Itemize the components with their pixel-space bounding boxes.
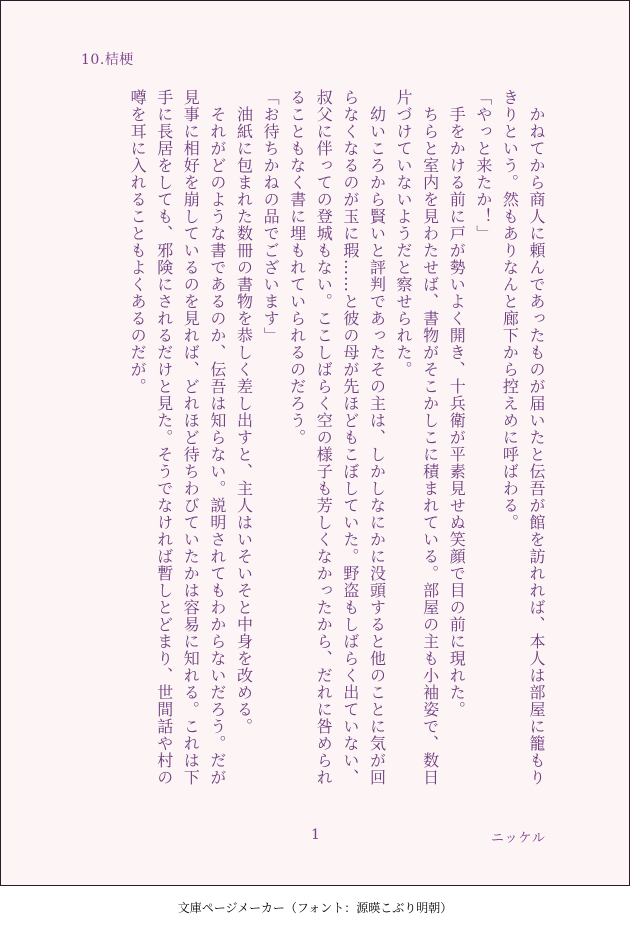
paragraph: 手をかける前に戸が勢いよく開き、十兵衛が平素見せぬ笑顔で目の前に現れた。 (447, 89, 467, 718)
paragraph: それがどのような書であるのか、伝吾は知らない。説明されてもわからないだろう。だが見事に相好を崩しているのを見れば、どれほど待ちわびていたかは容易に知れる。これは下手に長居をしても、邪険にされるだけと見た。そうでなければ暫しとどまり、世間話や村の噂を耳に入れることもよくあるのだが。 (128, 89, 227, 786)
author-name: ニッケル (491, 831, 546, 846)
paragraph: 「お待ちかねの品でございます」 (261, 89, 281, 344)
chapter-title: 10.桔梗 (81, 52, 134, 68)
footer-caption: 文庫ページメーカー（フォント：源暎こぶり明朝） (177, 901, 453, 915)
paragraph: かねてから商人に頼んであったものが届いたと伝吾が館を訪れれば、本人は部屋に籠もりきりという。然もありなんと廊下から控えめに呼ばわる。 (500, 89, 546, 786)
page-number: 1 (311, 827, 320, 843)
paragraph: 幼いころから賢いと評判であったその主は、しかしなにかに没頭すると他のことに気が回らなくなるのが玉に瑕……と彼の母が先ほどもこぼしていた。野盗もしばらく出ていない、叔父に伴っての登城もない。ここしばらく空の様子も芳しくなかったから、だれに咎められることもなく書に埋もれていられるのだろう。 (287, 89, 387, 786)
paragraph: ちらと室内を見わたせば、書物がそこかしこに積まれている。部屋の主も小袖姿で、数日片づけていないようだと察せられた。 (394, 89, 440, 786)
vertical-body-text (79, 89, 549, 789)
paragraph: 油紙に包まれた数冊の書物を恭しく差し出すと、主人はいそいそと中身を改める。 (234, 89, 254, 735)
paragraph: 「やっと来たか！」 (473, 89, 493, 242)
